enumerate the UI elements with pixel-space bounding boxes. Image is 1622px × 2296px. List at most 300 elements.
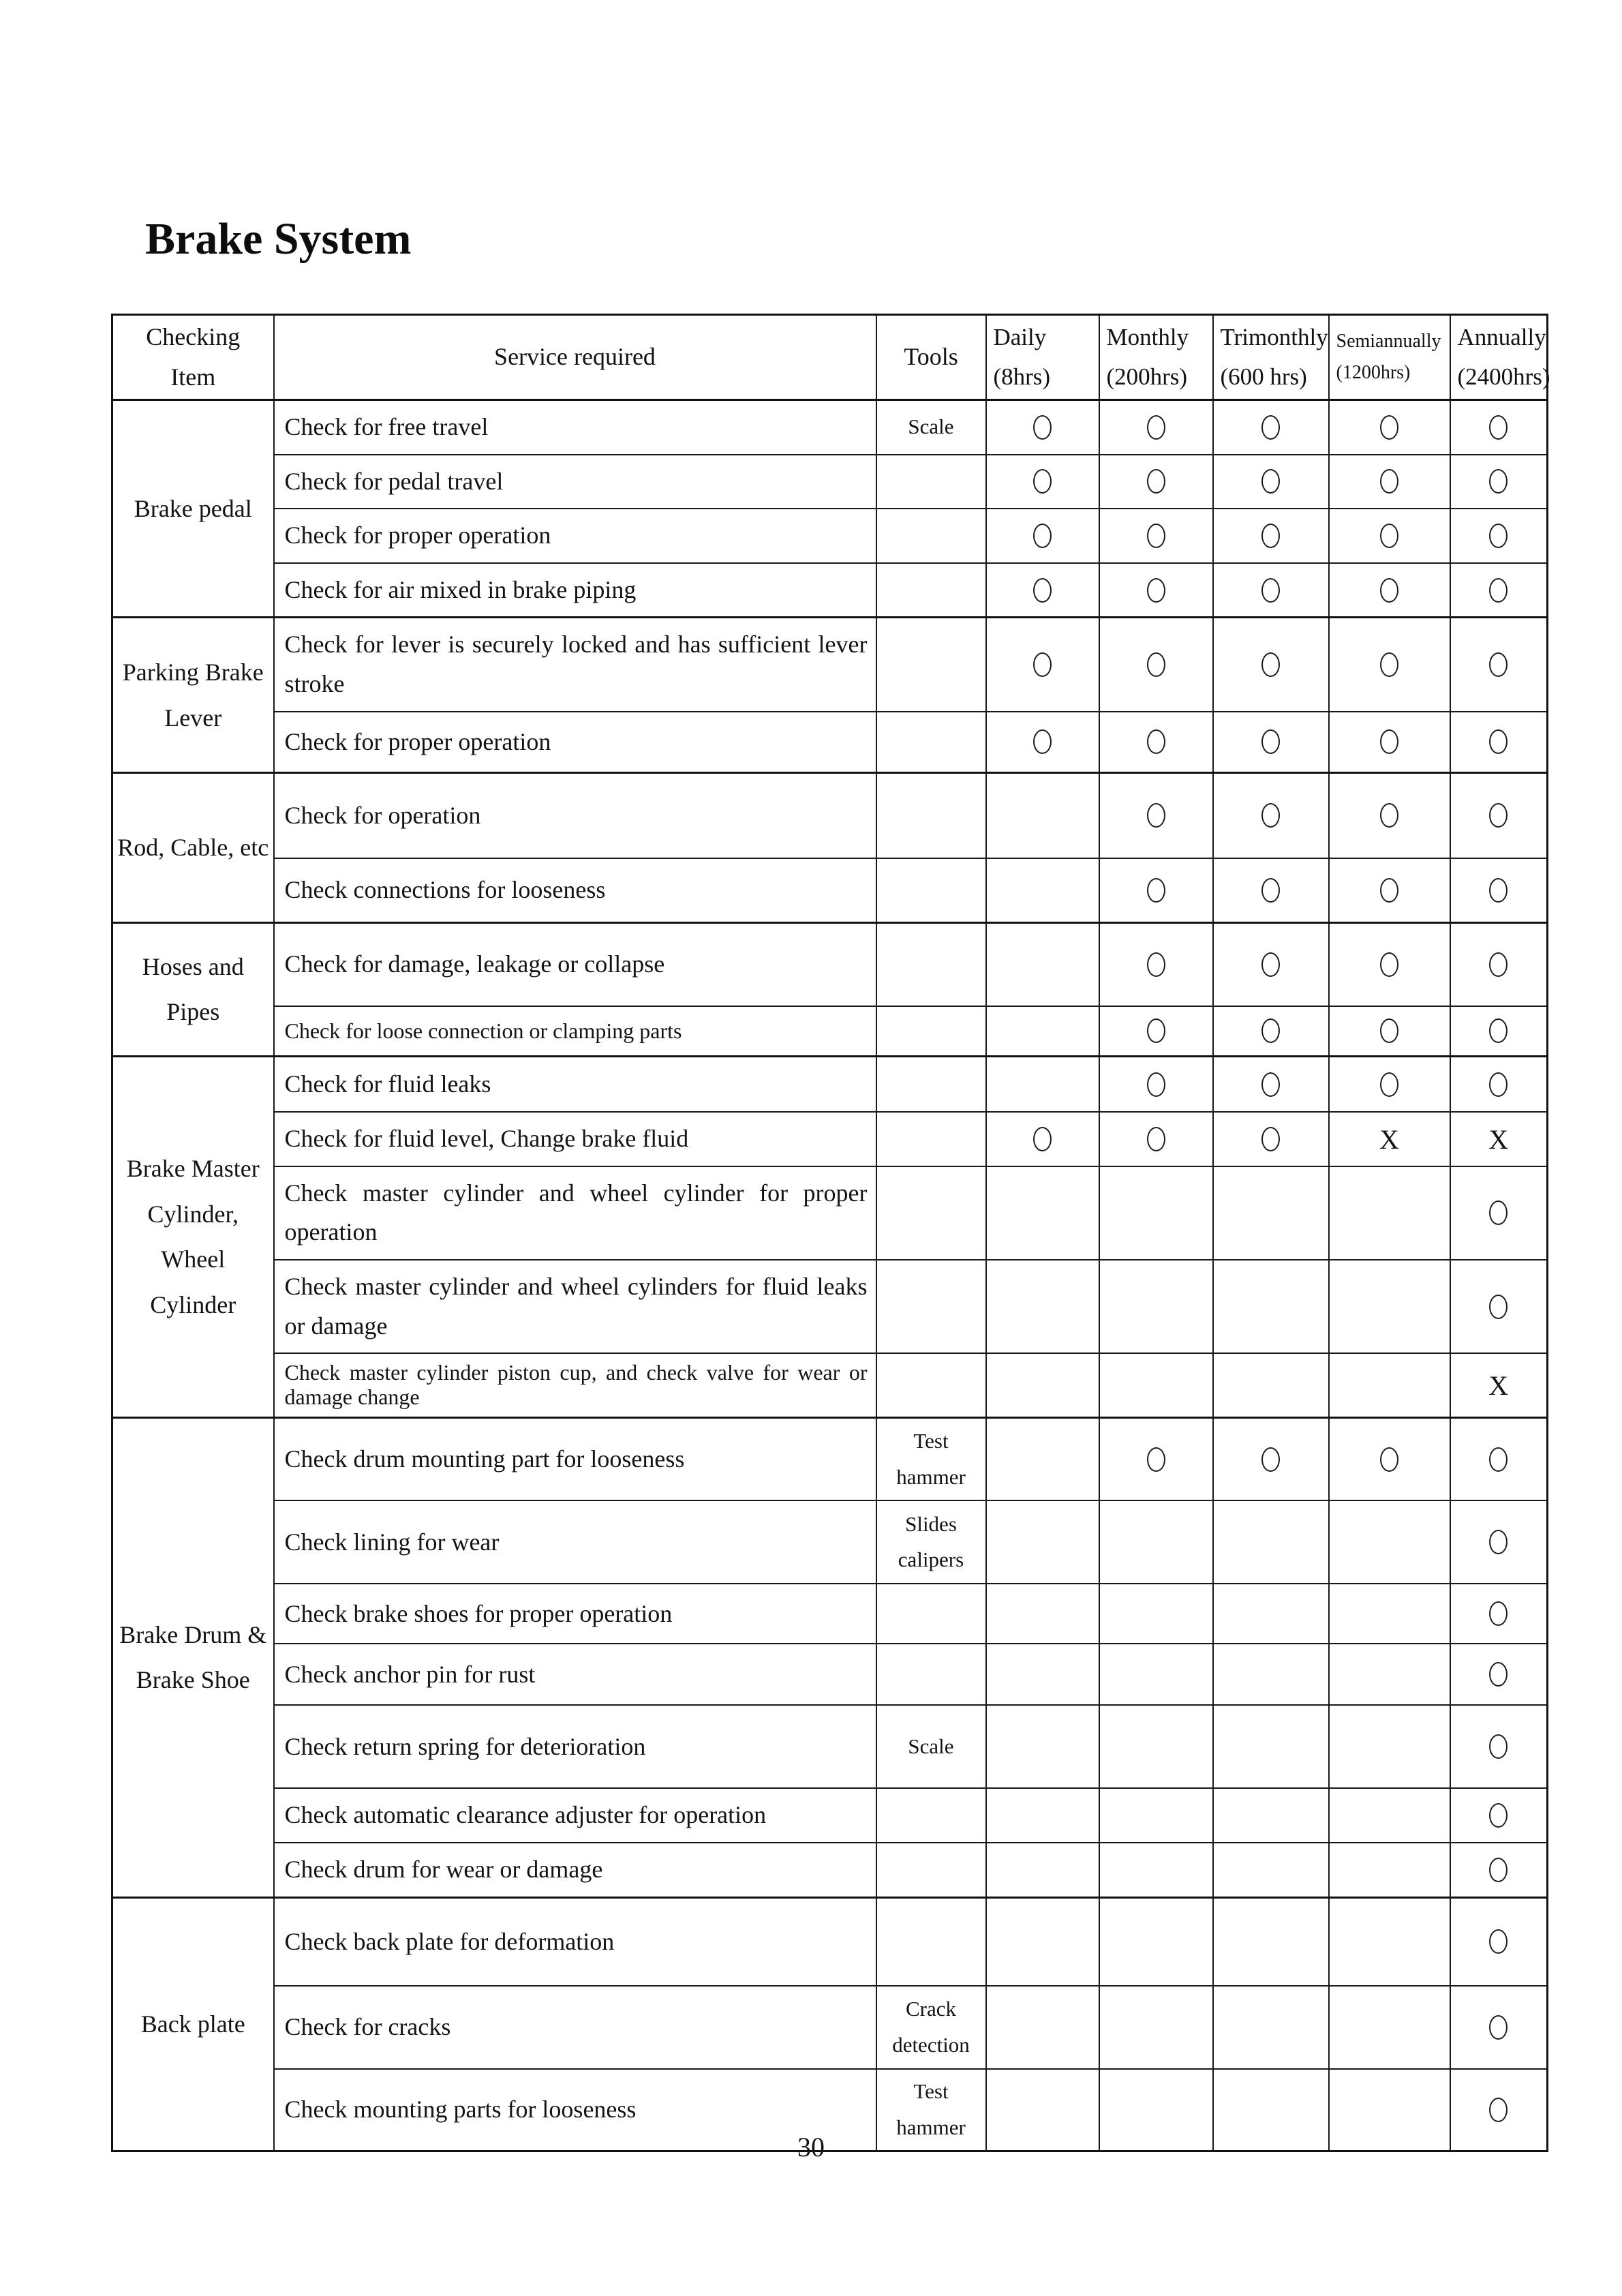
circle-icon (1489, 1018, 1508, 1043)
check-circle-icon (1213, 1112, 1329, 1166)
empty-mark-cell (986, 1500, 1099, 1584)
circle-icon (1489, 1858, 1508, 1882)
check-circle-icon (1099, 618, 1213, 712)
circle-icon (1489, 1295, 1508, 1319)
check-circle-icon (1450, 1166, 1548, 1260)
circle-icon (1261, 952, 1280, 977)
check-circle-icon (1213, 563, 1329, 618)
circle-icon (1489, 415, 1508, 440)
table-row (112, 1056, 1548, 1112)
circle-icon (1147, 415, 1165, 440)
circle-icon (1489, 1072, 1508, 1097)
check-circle-icon (1099, 1112, 1213, 1166)
service-required-cell (274, 1897, 876, 1986)
service-required-text: Check for free travel (284, 413, 489, 440)
circle-icon (1033, 1127, 1052, 1151)
check-circle-icon (1450, 1986, 1548, 2069)
empty-mark-cell (986, 1897, 1099, 1986)
check-circle-icon (1329, 1056, 1450, 1112)
circle-icon (1261, 1447, 1280, 1472)
check-circle-icon (1329, 712, 1450, 773)
empty-mark-cell (986, 1644, 1099, 1705)
checking-item-cell: Brake pedal (112, 400, 274, 618)
circle-icon (1147, 803, 1165, 828)
empty-mark-cell (1213, 1500, 1329, 1584)
header-trimonthly: Trimonthly (600 hrs) (1213, 315, 1329, 400)
circle-icon (1033, 524, 1052, 548)
check-circle-icon (1213, 712, 1329, 773)
service-required-cell (274, 1353, 876, 1417)
circle-icon (1261, 803, 1280, 828)
tools-cell: Slides calipers (876, 1500, 986, 1584)
circle-icon (1489, 524, 1508, 548)
empty-mark-cell (986, 1260, 1099, 1353)
service-required-text: Check for fluid level, Change brake fluid (284, 1125, 689, 1153)
service-required-cell (274, 1260, 876, 1353)
check-circle-icon (1329, 618, 1450, 712)
empty-mark-cell (1213, 1986, 1329, 2069)
check-circle-icon (1329, 1417, 1450, 1500)
service-required-text: Check drum for wear or damage (284, 1855, 603, 1883)
check-circle-icon (1329, 773, 1450, 858)
tools-cell: Crack detection (876, 1986, 986, 2069)
empty-mark-cell (986, 1843, 1099, 1897)
service-required-text: Check automatic clearance adjuster for operation (284, 1801, 767, 1829)
tools-cell (876, 1260, 986, 1353)
empty-mark-cell (1329, 1986, 1450, 2069)
empty-mark-cell (1213, 1788, 1329, 1843)
check-circle-icon (1450, 563, 1548, 618)
service-required-text: Check for operation (284, 801, 481, 829)
service-required-text: Check lining for wear (284, 1528, 500, 1556)
header-monthly: Monthly (200hrs) (1099, 315, 1213, 400)
empty-mark-cell (1329, 1260, 1450, 1353)
page-title: Brake System (145, 214, 412, 264)
empty-mark-cell (1329, 1788, 1450, 1843)
circle-icon (1147, 1447, 1165, 1472)
tools-cell: Test hammer (876, 2069, 986, 2151)
empty-mark-cell (986, 858, 1099, 923)
empty-mark-cell (986, 1006, 1099, 1057)
check-circle-icon (1099, 1417, 1213, 1500)
circle-icon (1489, 2098, 1508, 2122)
check-circle-icon (986, 400, 1099, 455)
circle-icon (1261, 729, 1280, 754)
table-row (112, 400, 1548, 455)
check-circle-icon (1213, 509, 1329, 563)
empty-mark-cell (986, 923, 1099, 1006)
empty-mark-cell (1099, 1986, 1213, 2069)
circle-icon (1261, 1127, 1280, 1151)
check-circle-icon (1450, 1644, 1548, 1705)
check-circle-icon (1450, 618, 1548, 712)
table-row (112, 923, 1548, 1006)
empty-mark-cell (1329, 1166, 1450, 1260)
checking-item-cell: Hoses and Pipes (112, 923, 274, 1057)
service-required-cell (274, 1112, 876, 1166)
check-circle-icon (1099, 773, 1213, 858)
service-required-text: Check for fluid leaks (284, 1070, 491, 1098)
table-row (112, 1166, 1548, 1260)
check-circle-icon (1329, 858, 1450, 923)
cross-mark: X (1329, 1112, 1450, 1166)
service-required-text: Check for proper operation (284, 522, 551, 549)
service-required-cell (274, 1705, 876, 1788)
tools-cell (876, 1166, 986, 1260)
service-required-text: Check drum mounting part for looseness (284, 1445, 685, 1472)
check-circle-icon (1213, 858, 1329, 923)
check-circle-icon (1099, 923, 1213, 1006)
empty-mark-cell (986, 1056, 1099, 1112)
check-circle-icon (1099, 1006, 1213, 1057)
circle-icon (1489, 1803, 1508, 1828)
service-required-cell (274, 1584, 876, 1644)
table-row (112, 1500, 1548, 1584)
circle-icon (1380, 652, 1398, 677)
service-required-text: Check brake shoes for proper operation (284, 1599, 673, 1627)
page-number: 30 (797, 2132, 825, 2162)
header-daily: Daily (8hrs) (986, 315, 1099, 400)
service-required-text: Check for air mixed in brake piping (284, 575, 637, 603)
tools-cell: Scale (876, 400, 986, 455)
circle-icon (1489, 1662, 1508, 1687)
table-row (112, 1584, 1548, 1644)
service-required-cell (274, 923, 876, 1006)
tools-cell (876, 858, 986, 923)
circle-icon (1147, 524, 1165, 548)
tools-cell (876, 712, 986, 773)
empty-mark-cell (1099, 1843, 1213, 1897)
circle-icon (1261, 578, 1280, 603)
check-circle-icon (1450, 1500, 1548, 1584)
table-row (112, 1788, 1548, 1843)
tools-cell: Test hammer (876, 1417, 986, 1500)
circle-icon (1380, 729, 1398, 754)
check-circle-icon (1329, 923, 1450, 1006)
table-row (112, 1705, 1548, 1788)
table-row (112, 858, 1548, 923)
service-required-text: Check return spring for deterioration (284, 1732, 646, 1760)
check-circle-icon (1329, 1006, 1450, 1057)
empty-mark-cell (986, 773, 1099, 858)
circle-icon (1489, 578, 1508, 603)
maintenance-schedule-table (111, 314, 1548, 2152)
circle-icon (1380, 415, 1398, 440)
service-required-cell (274, 455, 876, 509)
circle-icon (1147, 469, 1165, 494)
check-circle-icon (1099, 509, 1213, 563)
circle-icon (1033, 652, 1052, 677)
check-circle-icon (1099, 400, 1213, 455)
service-required-cell (274, 1417, 876, 1500)
check-circle-icon (1099, 455, 1213, 509)
check-circle-icon (986, 563, 1099, 618)
tools-cell: Scale (876, 1705, 986, 1788)
cross-mark: X (1450, 1112, 1548, 1166)
table-row (112, 618, 1548, 712)
check-circle-icon (986, 1112, 1099, 1166)
service-required-text: Check master cylinder and wheel cylinder for proper operation (284, 1179, 868, 1246)
empty-mark-cell (1213, 1166, 1329, 1260)
check-circle-icon (1450, 1897, 1548, 1986)
check-circle-icon (1213, 618, 1329, 712)
empty-mark-cell (1099, 1260, 1213, 1353)
empty-mark-cell (1099, 1500, 1213, 1584)
service-required-text: Check back plate for deformation (284, 1927, 615, 1955)
check-circle-icon (1450, 1788, 1548, 1843)
empty-mark-cell (1099, 1644, 1213, 1705)
check-circle-icon (1099, 1056, 1213, 1112)
cross-mark: X (1450, 1353, 1548, 1417)
empty-mark-cell (1099, 1584, 1213, 1644)
tools-cell (876, 1006, 986, 1057)
service-required-cell (274, 400, 876, 455)
empty-mark-cell (1213, 1897, 1329, 1986)
circle-icon (1489, 1929, 1508, 1954)
empty-mark-cell (1213, 1705, 1329, 1788)
circle-icon (1261, 1018, 1280, 1043)
service-required-text: Check connections for looseness (284, 876, 606, 904)
circle-icon (1489, 878, 1508, 903)
empty-mark-cell (986, 1788, 1099, 1843)
check-circle-icon (1329, 400, 1450, 455)
header-service-required: Service required (274, 315, 876, 400)
circle-icon (1380, 1072, 1398, 1097)
circle-icon (1147, 878, 1165, 903)
service-required-cell (274, 1056, 876, 1112)
check-circle-icon (1213, 773, 1329, 858)
empty-mark-cell (986, 1353, 1099, 1417)
check-circle-icon (1450, 858, 1548, 923)
empty-mark-cell (986, 1986, 1099, 2069)
circle-icon (1380, 1447, 1398, 1472)
circle-icon (1261, 1072, 1280, 1097)
table-row (112, 712, 1548, 773)
service-required-text: Check mounting parts for looseness (284, 2096, 637, 2124)
header-checking-item-line2: Item (170, 363, 216, 391)
checking-item-cell: Brake Master Cylinder, Wheel Cylinder (112, 1056, 274, 1417)
circle-icon (1489, 729, 1508, 754)
service-required-cell (274, 1500, 876, 1584)
circle-icon (1261, 415, 1280, 440)
circle-icon (1261, 524, 1280, 548)
table-row (112, 1986, 1548, 2069)
circle-icon (1380, 878, 1398, 903)
service-required-cell (274, 1166, 876, 1260)
tools-cell (876, 923, 986, 1006)
circle-icon (1489, 1447, 1508, 1472)
empty-mark-cell (986, 1705, 1099, 1788)
circle-icon (1489, 803, 1508, 828)
empty-mark-cell (1329, 1353, 1450, 1417)
circle-icon (1147, 1127, 1165, 1151)
table-header-row (112, 315, 1548, 400)
circle-icon (1380, 952, 1398, 977)
empty-mark-cell (1329, 1705, 1450, 1788)
checking-item-cell: Parking Brake Lever (112, 618, 274, 773)
empty-mark-cell (1099, 1353, 1213, 1417)
circle-icon (1147, 729, 1165, 754)
service-required-text: Check for loose connection or clamping parts (284, 1018, 682, 1043)
circle-icon (1033, 729, 1052, 754)
empty-mark-cell (986, 1417, 1099, 1500)
check-circle-icon (1213, 923, 1329, 1006)
empty-mark-cell (1213, 1644, 1329, 1705)
empty-mark-cell (1329, 1644, 1450, 1705)
tools-cell (876, 1897, 986, 1986)
table-row (112, 1260, 1548, 1353)
tools-cell (876, 563, 986, 618)
tools-cell (876, 1584, 986, 1644)
service-required-text: Check master cylinder piston cup, and check valve for wear or damage change (284, 1360, 868, 1410)
circle-icon (1489, 1734, 1508, 1759)
circle-icon (1033, 415, 1052, 440)
checking-item-cell: Rod, Cable, etc (112, 773, 274, 923)
circle-icon (1489, 652, 1508, 677)
circle-icon (1147, 1072, 1165, 1097)
check-circle-icon (1450, 1843, 1548, 1897)
check-circle-icon (1213, 400, 1329, 455)
empty-mark-cell (1099, 1897, 1213, 1986)
empty-mark-cell (1329, 1584, 1450, 1644)
service-required-cell (274, 1986, 876, 2069)
service-required-text: Check master cylinder and wheel cylinders for fluid leaks or damage (284, 1273, 868, 1340)
empty-mark-cell (1213, 1260, 1329, 1353)
empty-mark-cell (1329, 1897, 1450, 1986)
empty-mark-cell (1329, 1843, 1450, 1897)
tools-cell (876, 773, 986, 858)
circle-icon (1147, 1018, 1165, 1043)
empty-mark-cell (1099, 1166, 1213, 1260)
empty-mark-cell (1213, 1843, 1329, 1897)
check-circle-icon (1213, 1006, 1329, 1057)
circle-icon (1489, 1200, 1508, 1225)
empty-mark-cell (1213, 1584, 1329, 1644)
check-circle-icon (986, 509, 1099, 563)
service-required-text: Check anchor pin for rust (284, 1660, 536, 1688)
circle-icon (1489, 1601, 1508, 1626)
service-required-cell (274, 773, 876, 858)
circle-icon (1489, 2015, 1508, 2040)
check-circle-icon (1329, 563, 1450, 618)
check-circle-icon (1450, 1705, 1548, 1788)
check-circle-icon (1450, 400, 1548, 455)
circle-icon (1261, 652, 1280, 677)
table-row (112, 773, 1548, 858)
checking-item-cell: Back plate (112, 1897, 274, 2151)
circle-icon (1033, 469, 1052, 494)
check-circle-icon (1450, 509, 1548, 563)
circle-icon (1489, 952, 1508, 977)
table-row (112, 1843, 1548, 1897)
circle-icon (1489, 1530, 1508, 1554)
table-row (112, 1644, 1548, 1705)
tools-cell (876, 1112, 986, 1166)
empty-mark-cell (986, 1166, 1099, 1260)
empty-mark-cell (1099, 1705, 1213, 1788)
header-checking-item (112, 315, 274, 400)
service-required-text: Check for damage, leakage or collapse (284, 950, 665, 978)
service-required-cell (274, 509, 876, 563)
empty-mark-cell (1329, 1500, 1450, 1584)
check-circle-icon (1450, 1417, 1548, 1500)
check-circle-icon (986, 455, 1099, 509)
service-required-cell (274, 1644, 876, 1705)
check-circle-icon (1450, 1584, 1548, 1644)
service-required-cell (274, 1843, 876, 1897)
tools-cell (876, 1843, 986, 1897)
check-circle-icon (1213, 1417, 1329, 1500)
empty-mark-cell (1213, 1353, 1329, 1417)
circle-icon (1380, 469, 1398, 494)
header-checking-item-line1: Checking (146, 322, 241, 350)
circle-icon (1380, 1018, 1398, 1043)
service-required-cell (274, 618, 876, 712)
check-circle-icon (1450, 455, 1548, 509)
service-required-text: Check for proper operation (284, 727, 551, 755)
service-required-text: Check for cracks (284, 2013, 451, 2041)
check-circle-icon (1329, 509, 1450, 563)
tools-cell (876, 509, 986, 563)
tools-cell (876, 618, 986, 712)
circle-icon (1380, 578, 1398, 603)
circle-icon (1380, 803, 1398, 828)
table-row (112, 1897, 1548, 1986)
circle-icon (1147, 578, 1165, 603)
table-row (112, 509, 1548, 563)
empty-mark-cell (986, 1584, 1099, 1644)
check-circle-icon (986, 618, 1099, 712)
check-circle-icon (1450, 1260, 1548, 1353)
table-row (112, 563, 1548, 618)
table-row (112, 1112, 1548, 1166)
table-row (112, 1353, 1548, 1417)
service-required-cell (274, 1006, 876, 1057)
check-circle-icon (1450, 773, 1548, 858)
empty-mark-cell (1099, 1788, 1213, 1843)
service-required-cell (274, 1788, 876, 1843)
check-circle-icon (1329, 455, 1450, 509)
table-row (112, 1006, 1548, 1057)
circle-icon (1380, 524, 1398, 548)
service-required-cell (274, 563, 876, 618)
check-circle-icon (1099, 858, 1213, 923)
check-circle-icon (1099, 563, 1213, 618)
tools-cell (876, 1644, 986, 1705)
check-circle-icon (986, 712, 1099, 773)
check-circle-icon (1213, 1056, 1329, 1112)
check-circle-icon (1450, 1006, 1548, 1057)
header-tools: Tools (876, 315, 986, 400)
header-annually: Annually (2400hrs) (1450, 315, 1548, 400)
circle-icon (1147, 952, 1165, 977)
circle-icon (1033, 578, 1052, 603)
circle-icon (1147, 652, 1165, 677)
checking-item-cell: Brake Drum & Brake Shoe (112, 1417, 274, 1897)
service-required-text: Check for pedal travel (284, 467, 504, 495)
circle-icon (1489, 469, 1508, 494)
tools-cell (876, 455, 986, 509)
table-row (112, 455, 1548, 509)
circle-icon (1261, 878, 1280, 903)
tools-cell (876, 1056, 986, 1112)
check-circle-icon (1450, 712, 1548, 773)
header-semiannually: Semiannually (1200hrs) (1329, 315, 1450, 400)
service-required-cell (274, 712, 876, 773)
check-circle-icon (1450, 1056, 1548, 1112)
service-required-cell (274, 858, 876, 923)
check-circle-icon (1099, 712, 1213, 773)
